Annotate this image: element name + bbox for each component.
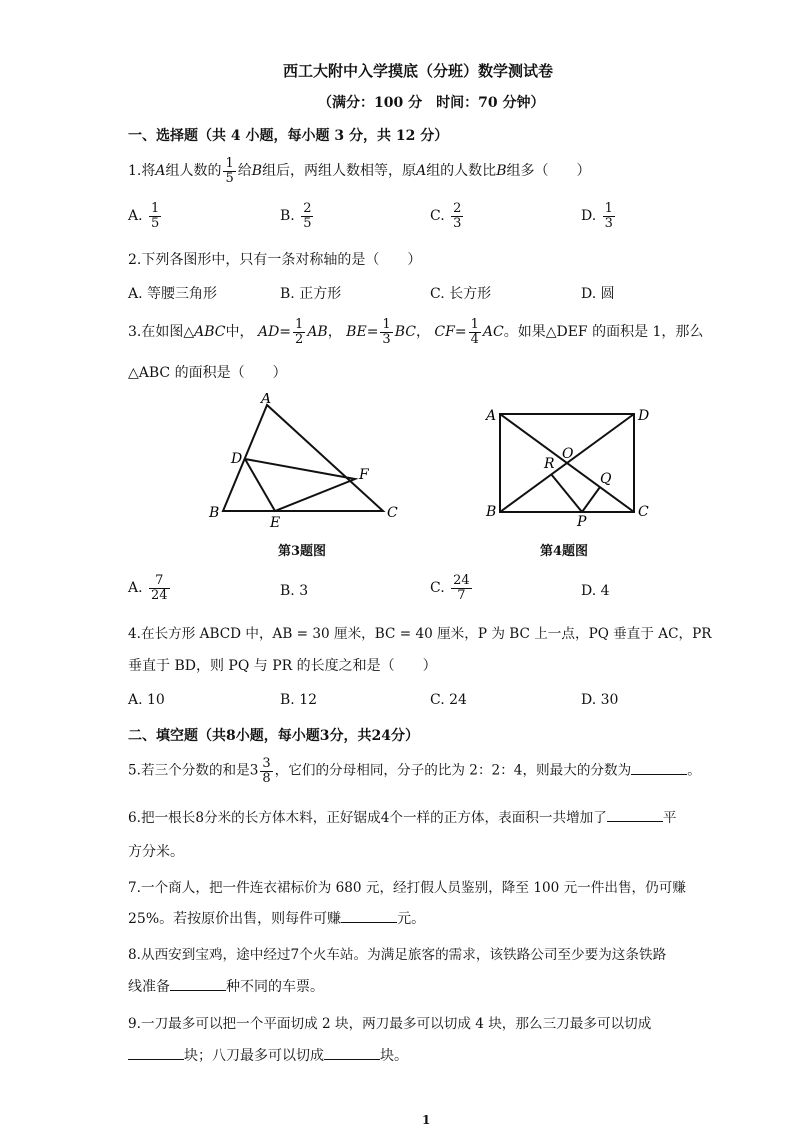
question-6-line1: 6.把一根长8分米的长方体木料，正好锯成4个一样的正方体，表面积一共增加了 平: [128, 810, 677, 826]
q2-option-b: B. 正方形: [280, 286, 342, 302]
answer-blank[interactable]: [128, 1058, 184, 1060]
q1-option-d: D. $\frac{1}{3}$: [581, 201, 613, 231]
question-4-stem-line2: 垂直于 BD，则 PQ 与 PR 的长度之和是（ ）: [128, 658, 437, 674]
q2-option-d: D. 圆: [581, 286, 615, 302]
q3-option-a: A. $\frac{7}{24}$: [128, 573, 168, 603]
q4-option-d: D. 30: [581, 692, 619, 708]
q3-option-d: D. 4: [581, 583, 610, 599]
question-9-line1: 9.一刀最多可以把一个平面切成 2 块，两刀最多可以切成 4 块，那么三刀最多可以切成: [128, 1016, 652, 1032]
question-8-line1: 8.从西安到宝鸡，途中经过7个火车站。为满足旅客的需求，该铁路公司至少要为这条铁路: [128, 947, 667, 963]
fig4-label-c: C: [638, 504, 649, 520]
q3-option-c: C. $\frac{24}{7}$: [430, 573, 470, 603]
q1-option-b: B. $\frac{2}{5}$: [280, 201, 312, 231]
q4-option-c: C. 24: [430, 692, 467, 708]
question-4-stem-line1: 4.在长方形 ABCD 中，AB = 30 厘米，BC = 40 厘米，P 为 BC 上一点，PQ 垂直于 AC，PR: [128, 626, 712, 642]
fig4-label-r: R: [544, 456, 555, 472]
fig4-label-d: D: [638, 408, 650, 424]
section-heading-fill: 二、填空题（共8小题，每小题3分，共24分）: [128, 728, 419, 744]
figure-3-caption: 第3题图: [278, 544, 327, 559]
q2-option-c: C. 长方形: [430, 286, 492, 302]
fig3-label-d: D: [231, 451, 243, 467]
page-number: 1: [422, 1113, 431, 1127]
figure-4-caption: 第4题图: [540, 544, 589, 559]
question-7-line1: 7.一个商人，把一件连衣裙标价为 680 元，经打假人员鉴别，降至 100 元一件出售，仍可赚: [128, 880, 686, 896]
section-heading-choice: 一、选择题（共 4 小题，每小题 3 分，共 12 分）: [128, 128, 449, 144]
answer-blank[interactable]: [607, 820, 663, 822]
q2-option-a: A. 等腰三角形: [128, 286, 218, 302]
question-6-line2: 方分米。: [128, 844, 184, 860]
question-5: 5.若三个分数的和是3 $\frac{3}{8}$ ，它们的分母相同，分子的比为 2：2：4，则最大的分数为 。: [128, 756, 701, 786]
answer-blank[interactable]: [341, 921, 397, 923]
fig3-label-c: C: [387, 505, 398, 521]
figure-4-rectangle: [482, 400, 657, 530]
question-1-stem: 1.将A组人数的 $\frac{1}{5}$ 给B组后，两组人数相等，原A组的人数比B组多（ ）: [128, 156, 591, 186]
answer-blank[interactable]: [324, 1058, 380, 1060]
page-subtitle: （满分：100 分 时间：70 分钟）: [318, 95, 545, 111]
question-9-line2: 块；八刀最多可以切成 块。: [128, 1045, 408, 1065]
answer-blank[interactable]: [170, 989, 226, 991]
q4-option-b: B. 12: [280, 692, 318, 708]
question-3-stem-line2: △ABC 的面积是（ ）: [128, 365, 287, 381]
q1-option-a: A. $\frac{1}{5}$: [128, 201, 160, 231]
fig4-label-q: Q: [600, 471, 612, 487]
fig4-label-o: O: [562, 446, 574, 462]
page-title: 西工大附中入学摸底（分班）数学测试卷: [283, 62, 554, 80]
question-3-stem-line1: 3.在如图△ABC中， AD= $\frac{1}{2}$ AB， BE= $\frac{1}{3}$ BC， CF= $\frac{1}{4}$ AC。如果△DEF 的面积是 1，那么: [128, 317, 704, 347]
fig4-label-a: A: [486, 408, 497, 424]
q4-option-a: A. 10: [128, 692, 165, 708]
fig3-label-f: F: [359, 467, 369, 483]
question-2-stem: 2.下列各图形中，只有一条对称轴的是（ ）: [128, 252, 422, 268]
figure-3-triangle: [205, 393, 415, 533]
fig4-label-p: P: [577, 514, 587, 530]
fig3-label-b: B: [209, 505, 220, 521]
answer-blank[interactable]: [631, 773, 687, 775]
question-7-line2: 25%。若按原价出售，则每件可赚 元。: [128, 911, 426, 927]
fig3-label-e: E: [270, 515, 281, 531]
fig3-label-a: A: [261, 393, 272, 407]
question-8-line2: 线准备 种不同的车票。: [128, 979, 324, 995]
fraction: $\frac{1}{5}$: [225, 156, 234, 186]
q3-option-b: B. 3: [280, 583, 309, 599]
q1-option-c: C. $\frac{2}{3}$: [430, 201, 462, 231]
fig4-label-b: B: [486, 504, 497, 520]
